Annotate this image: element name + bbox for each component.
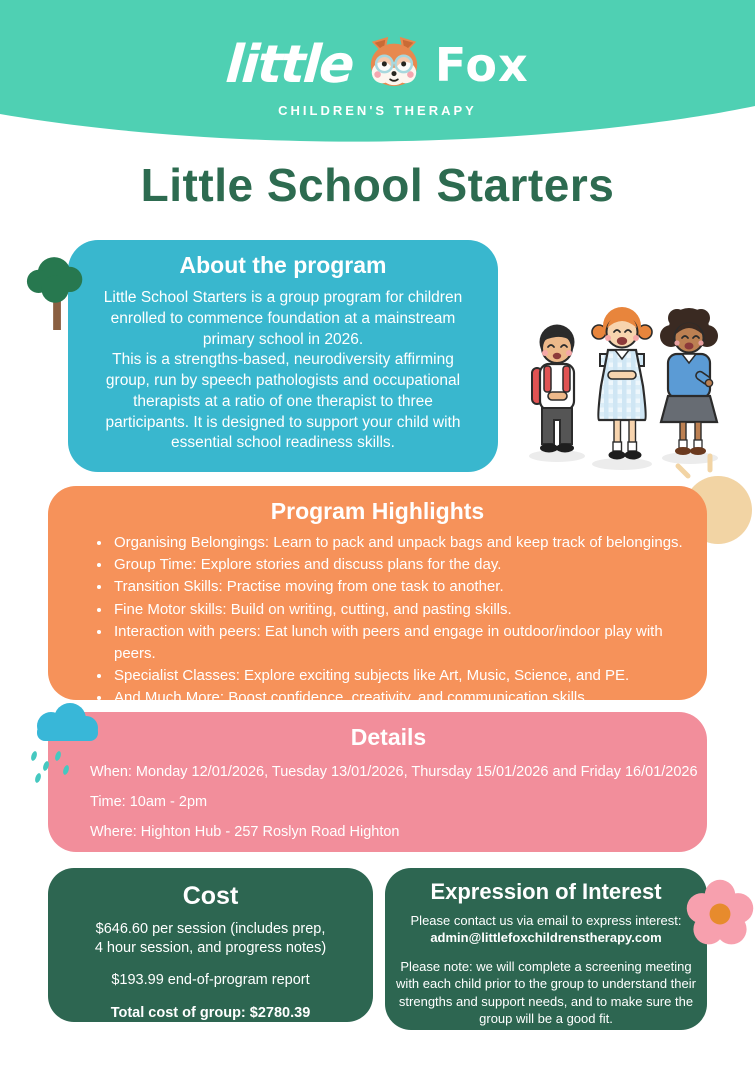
flower-icon [682,870,755,963]
highlight-item: • Organising Belongings: Learn to pack and unpack bags and keep track of belongings. [112,532,695,554]
highlights-card [48,486,707,707]
highlights-title: Program Highlights [270,498,485,524]
details-title: Details [350,724,427,750]
highlight-item: • Specialist Classes: Explore exciting subjects like Art, Music, Science, and PE. [112,665,695,687]
highlight-item: • Transition Skills: Practise moving from one task to another. [112,576,695,598]
eoi-contact-line: Please contact us via email to express interest: [410,913,682,928]
highlight-item: • And Much More: Boost confidence, creativity, and communication skills [112,687,695,709]
logo-little-text: little [224,34,355,95]
cost-total-line: Total cost of group: $2780.39 [110,1005,311,1022]
about-card [68,240,498,472]
highlight-item: • Group Time: Explore stories and discuss plans for the day. [112,554,695,576]
fox-face-icon [363,34,425,95]
details-line-when: When: Monday 12/01/2026, Tuesday 13/01/2026, Thursday 15/01/2026 and Friday 16/01/2026 [90,764,698,780]
eoi-card [385,868,707,1030]
brand-tagline: CHILDREN'S THERAPY [278,103,477,118]
details-line-time: Time: 10am - 2pm [90,794,208,810]
page-title: Little School Starters [140,159,615,211]
cost-report-line: $193.99 end-of-program report [111,972,310,989]
about-paragraph-1: Little School Starters is a group program for children enrolled to commence foundation at a mainstream primary school in 2026. [103,289,463,348]
highlight-item: • Interaction with peers: Eat lunch with peers and engage in outdoor/indoor play with peers. [112,621,695,665]
cost-session-line-2: 4 hour session, and progress notes) [94,940,327,957]
about-paragraph-2: This is a strengths-based, neurodiversity affirming group, run by speech pathologists and occupational therapists at a ratio of one therapist to three participants. It is designed to support your child with essential school readiness skills. [105,351,461,452]
highlight-item: • Fine Motor skills: Build on writing, cutting, and pasting skills. [112,599,695,621]
about-title: About the program [179,252,387,278]
eoi-note: Please note: we will complete a screening meeting with each child prior to the group to understand their strengths and support needs, and to make sure the group will be a good fit. [396,959,696,1026]
cost-card [48,868,373,1022]
brand-logo [0,34,755,95]
logo-fox-text: Fox [434,37,529,92]
cost-title: Cost [182,882,239,910]
cost-session-line-1: $646.60 per session (includes prep, [95,921,326,937]
highlights-list [48,532,707,710]
details-line-where: Where: Highton Hub - 257 Roslyn Road Highton [90,824,400,840]
header-band [0,0,755,150]
rain-cloud-icon [20,698,116,795]
details-card [48,712,707,852]
tree-icon [24,250,92,343]
eoi-title: Expression of Interest [430,879,662,904]
eoi-email: admin@littlefoxchildrenstherapy.com [430,930,662,946]
